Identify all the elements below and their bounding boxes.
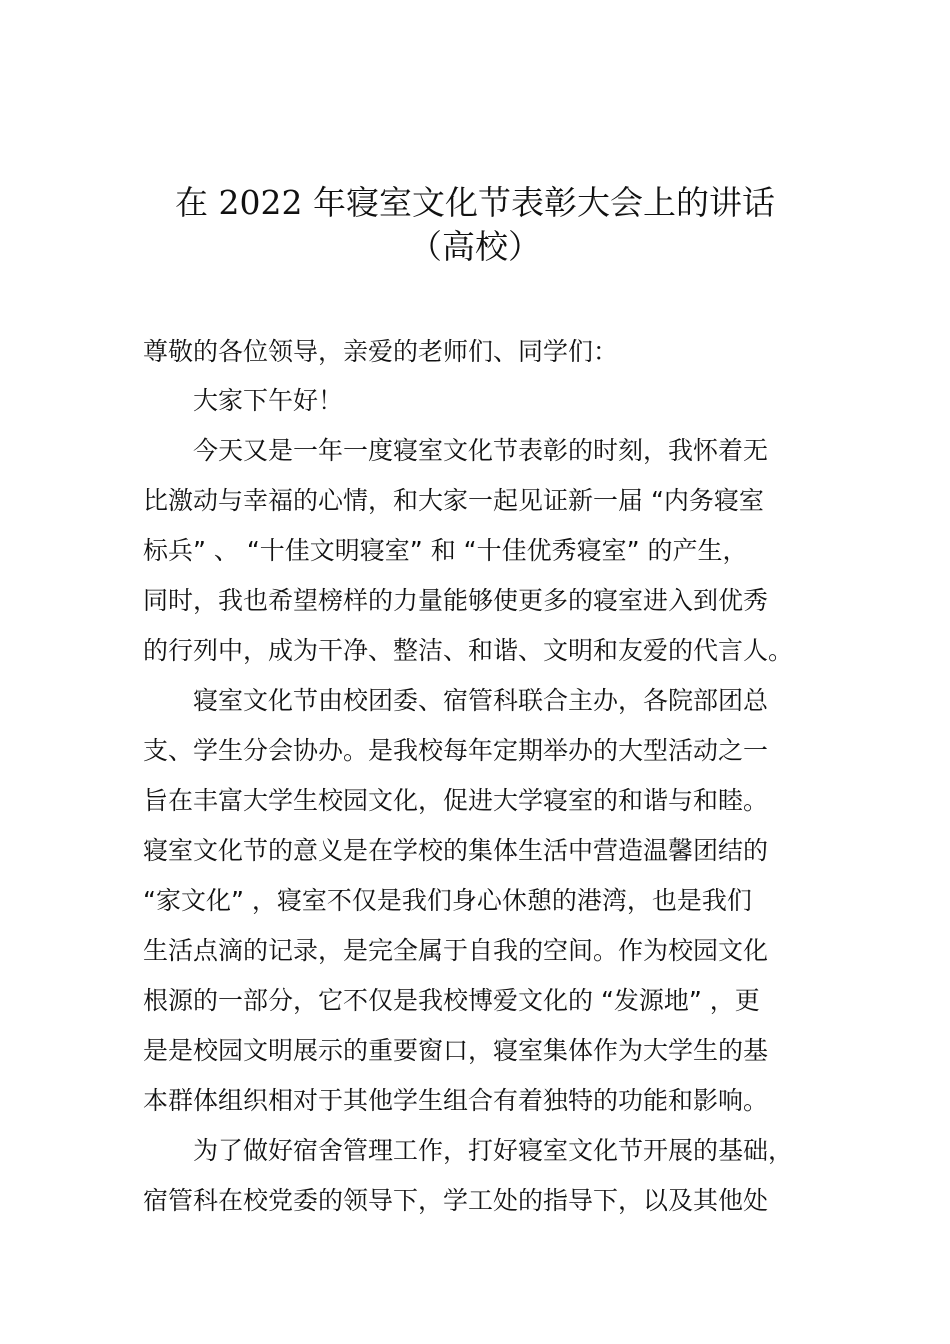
paragraph-2-line: 是是校园文明展示的重要窗口，寝室集体作为大学生的基 <box>143 1036 769 1065</box>
document-subtitle: （高校） <box>409 227 541 266</box>
paragraph-1-line: 的行列中，成为干净、整洁、和谐、文明和友爱的代言人。 <box>143 636 794 665</box>
paragraph-3-line: 宿管科在校党委的领导下，学工处的指导下，以及其他处 <box>143 1186 769 1215</box>
paragraph-1-line: 标兵” 、 “十佳文明寝室” 和 “十佳优秀寝室” 的产生， <box>143 536 748 565</box>
paragraph-2-line: 生活点滴的记录，是完全属于自我的空间。作为校园文化 <box>143 936 769 965</box>
salutation: 尊敬的各位领导，亲爱的老师们、同学们： <box>143 337 619 366</box>
paragraph-1-line: 今天又是一年一度寝室文化节表彰的时刻，我怀着无 <box>193 436 769 465</box>
document-title: 在 2022 年寝室文化节表彰大会上的讲话 <box>175 183 775 222</box>
paragraph-2-line: 旨在丰富大学生校园文化，促进大学寝室的和谐与和睦。 <box>143 786 769 815</box>
paragraph-2-line: 根源的一部分，它不仅是我校博爱文化的 “发源地” ，更 <box>143 986 760 1015</box>
paragraph-1-line: 比激动与幸福的心情，和大家一起见证新一届 “内务寝室 <box>143 486 764 515</box>
paragraph-2-line: 寝室文化节的意义是在学校的集体生活中营造温馨团结的 <box>143 836 769 865</box>
paragraph-2-line: “家文化” ，寝室不仅是我们身心休憩的港湾，也是我们 <box>143 886 752 915</box>
paragraph-3-line: 为了做好宿舍管理工作，打好寝室文化节开展的基础， <box>193 1136 794 1165</box>
paragraph-1-line: 同时，我也希望榜样的力量能够使更多的寝室进入到优秀 <box>143 586 769 615</box>
paragraph-2-line: 支、学生分会协办。是我校每年定期举办的大型活动之一 <box>143 736 769 765</box>
greeting: 大家下午好！ <box>193 386 344 415</box>
paragraph-2-line: 本群体组织相对于其他学生组合有着独特的功能和影响。 <box>143 1086 769 1115</box>
paragraph-2-line: 寝室文化节由校团委、宿管科联合主办，各院部团总 <box>193 686 769 715</box>
